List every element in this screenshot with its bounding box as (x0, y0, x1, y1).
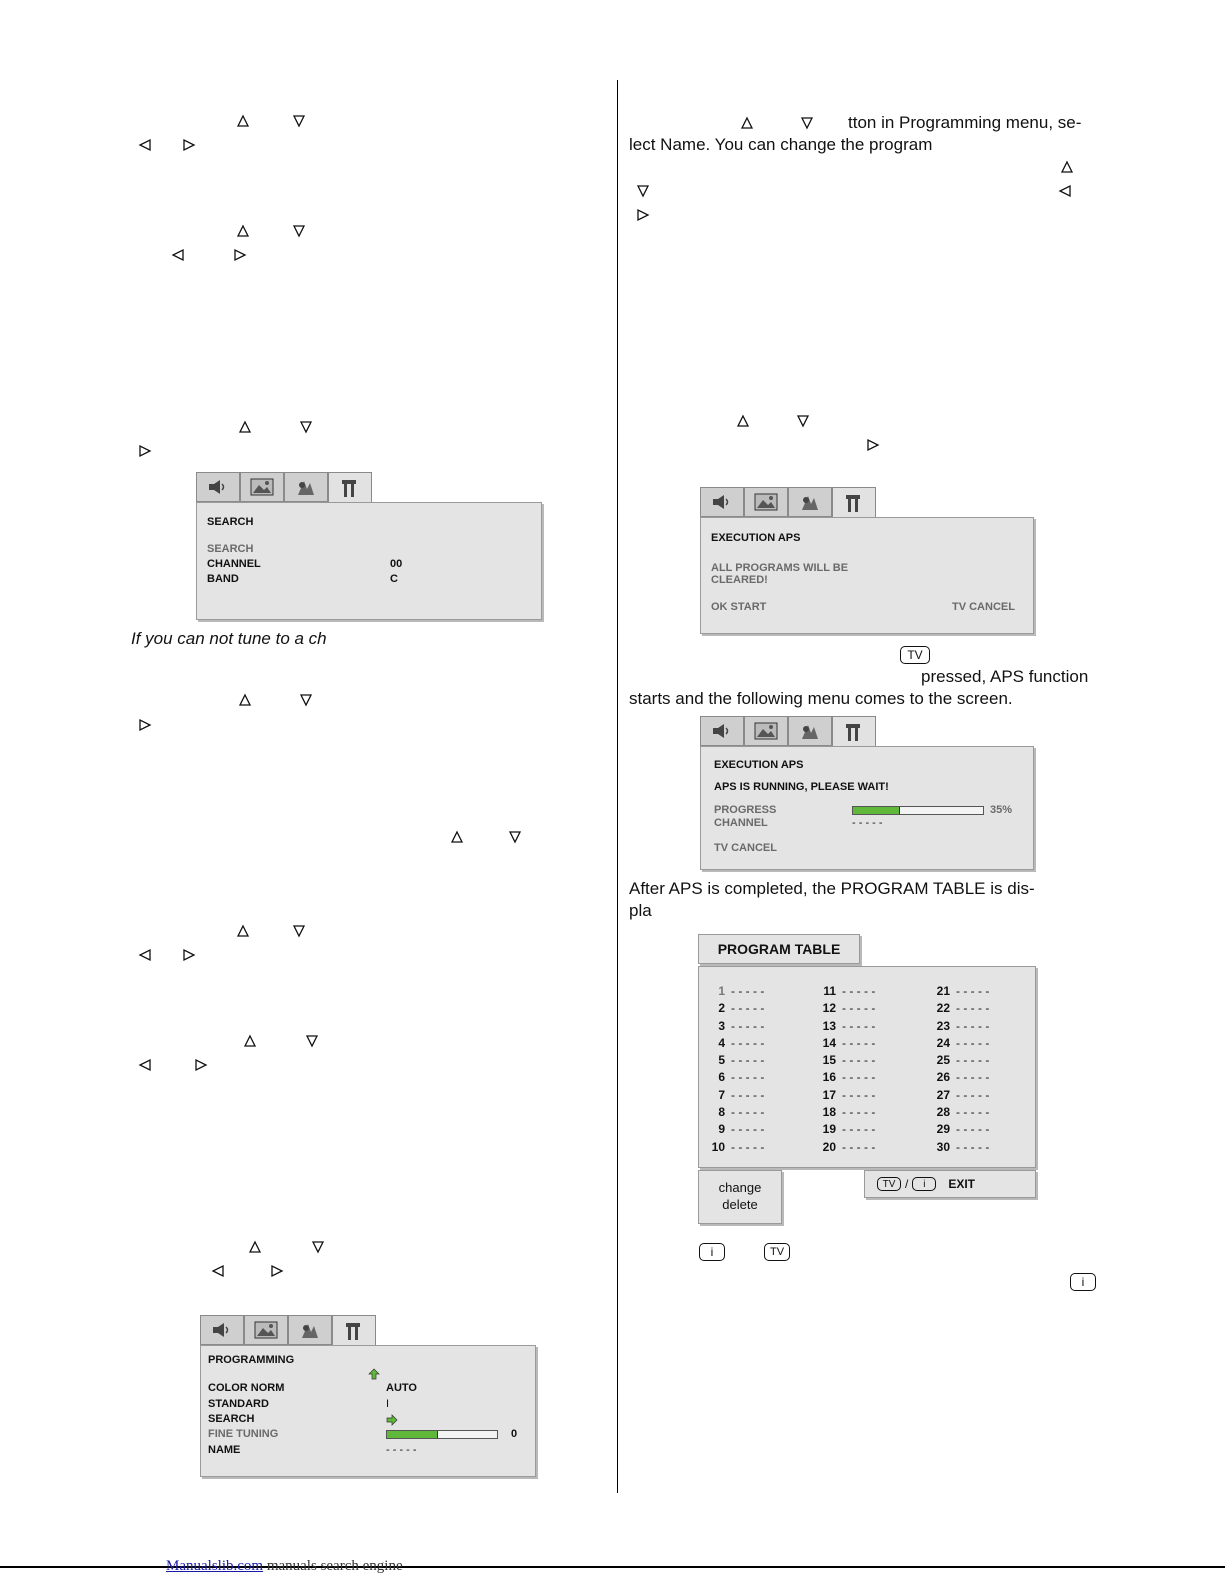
program-entry[interactable] (703, 1018, 764, 1035)
exit-button[interactable]: EXIT (948, 1177, 976, 1191)
program-name-placeholder: - - - - - (731, 1018, 765, 1033)
aps-confirm-panel (700, 517, 1034, 634)
search-row-label[interactable]: SEARCH (207, 543, 254, 555)
arrow-up-icon (236, 924, 250, 938)
program-entry[interactable] (814, 1139, 875, 1156)
program-entry[interactable] (814, 1035, 875, 1052)
program-entry[interactable] (928, 1000, 989, 1017)
arrow-down-icon (508, 830, 522, 844)
install-tab-icon[interactable] (832, 487, 876, 518)
aps-confirm-message-line1: ALL PROGRAMS WILL BE (711, 562, 849, 574)
fine-tuning-fill (387, 1431, 438, 1438)
program-entry[interactable] (814, 1121, 875, 1138)
sound-tab-icon[interactable] (700, 487, 744, 517)
program-number: 4 (718, 1035, 725, 1050)
program-entry[interactable] (703, 1121, 764, 1138)
program-number: 27 (936, 1087, 950, 1102)
ok-start-button[interactable]: OK START (711, 601, 767, 613)
search-menu-title: SEARCH (207, 516, 254, 528)
arrow-down-icon (292, 114, 306, 128)
standard-value: I (386, 1398, 390, 1410)
program-name-placeholder: - - - - - (956, 1139, 990, 1154)
program-number: 21 (936, 984, 950, 998)
program-name-placeholder: - - - - - (956, 1001, 990, 1016)
arrow-up-icon (236, 224, 250, 238)
program-name-placeholder: - - - - - (842, 1053, 876, 1068)
program-table-panel (698, 966, 1036, 1168)
program-number: 16 (822, 1070, 836, 1085)
para3-line1: After APS is completed, the PROGRAM TABLE is dis- (629, 879, 1035, 898)
program-number: 13 (822, 1018, 836, 1033)
tv-cancel-button[interactable]: TV CANCEL (952, 601, 1015, 613)
program-name-placeholder: - - - - - (731, 1070, 765, 1085)
arrow-up-icon (450, 830, 464, 844)
picture-tab-icon[interactable] (244, 1315, 288, 1345)
aps-confirm-message-line2: CLEARED! (711, 574, 768, 586)
arrow-up-icon (1060, 160, 1074, 174)
arrow-right-icon (270, 1264, 284, 1278)
program-entry[interactable] (814, 983, 875, 1000)
program-name-placeholder: - - - - - (731, 1139, 765, 1154)
program-name-placeholder: - - - - - (731, 984, 765, 998)
program-entry[interactable] (703, 1104, 764, 1121)
picture-tab-icon[interactable] (240, 472, 284, 502)
program-number: 3 (718, 1018, 725, 1033)
aps-confirm-title: EXECUTION APS (711, 532, 801, 544)
para1-line2: lect Name. You can change the program (629, 135, 933, 154)
program-entry[interactable] (703, 1069, 764, 1086)
program-name-placeholder: - - - - - (731, 1105, 765, 1120)
program-number: 5 (718, 1053, 725, 1068)
arrow-down-icon (800, 116, 814, 130)
program-number: 2 (718, 1001, 725, 1016)
program-number: 12 (822, 1001, 836, 1016)
feature-tab-icon[interactable] (788, 716, 832, 746)
program-table-column-3 (928, 983, 989, 1156)
change-option[interactable]: change (718, 1180, 762, 1195)
aps-progress-fill (853, 807, 900, 814)
channel-value: - - - - - (852, 817, 883, 829)
program-number: 10 (711, 1139, 725, 1154)
program-name-placeholder: - - - - - (956, 1070, 990, 1085)
arrow-right-icon (138, 444, 152, 458)
program-entry[interactable] (814, 1000, 875, 1017)
channel-row-value: 00 (390, 558, 403, 570)
program-number: 14 (822, 1035, 836, 1050)
program-entry[interactable] (814, 1052, 875, 1069)
tv-button-icon: TV (877, 1177, 901, 1191)
program-entry[interactable] (814, 1087, 875, 1104)
channel-row-label[interactable]: CHANNEL (207, 558, 261, 570)
program-name-placeholder: - - - - - (842, 984, 876, 998)
program-name-placeholder: - - - - - (956, 1035, 990, 1050)
name-value: - - - - - (386, 1444, 417, 1456)
arrow-right-icon (182, 138, 196, 152)
program-name-placeholder: - - - - - (842, 1122, 876, 1137)
arrow-left-icon (138, 1058, 152, 1072)
fine-tuning-value: 0 (511, 1428, 518, 1440)
arrow-up-icon (236, 114, 250, 128)
feature-tab-icon[interactable] (288, 1315, 332, 1345)
program-table-title: PROGRAM TABLE (698, 934, 860, 964)
sound-tab-icon[interactable] (200, 1315, 244, 1345)
program-name-placeholder: - - - - - (842, 1018, 876, 1033)
program-name-placeholder: - - - - - (956, 984, 990, 998)
arrow-down-icon (299, 693, 313, 707)
arrow-down-icon (311, 1240, 325, 1254)
arrow-down-icon (299, 420, 313, 434)
aps-running-title: EXECUTION APS (714, 759, 804, 771)
install-tab-icon[interactable] (832, 716, 876, 747)
progress-label: PROGRESS (714, 804, 777, 816)
program-number: 26 (936, 1070, 950, 1085)
arrow-up-icon (740, 116, 754, 130)
program-name-placeholder: - - - - - (731, 1053, 765, 1068)
italic-note: If you can not tune to a ch (131, 629, 327, 648)
para2-line2: starts and the following menu comes to the screen. (629, 689, 1013, 708)
info-button-icon: i (699, 1243, 725, 1261)
sound-tab-icon[interactable] (196, 472, 240, 502)
program-table-column-1 (703, 983, 764, 1156)
program-entry[interactable] (703, 1139, 764, 1156)
program-number: 19 (822, 1122, 836, 1137)
program-name-placeholder: - - - - - (731, 1035, 765, 1050)
program-name-placeholder: - - - - - (842, 1035, 876, 1050)
program-name-placeholder: - - - - - (956, 1053, 990, 1068)
program-entry[interactable] (703, 1052, 764, 1069)
band-row-value: C (390, 573, 398, 585)
program-number: 8 (718, 1105, 725, 1120)
picture-tab-icon[interactable] (744, 487, 788, 517)
program-name-placeholder: - - - - - (956, 1122, 990, 1137)
arrow-left-icon (138, 138, 152, 152)
program-entry[interactable] (928, 1069, 989, 1086)
program-name-placeholder: - - - - - (731, 1087, 765, 1102)
program-number: 1 (718, 984, 725, 998)
aps-running-tabs (700, 716, 876, 747)
arrow-left-icon (171, 248, 185, 262)
program-name-placeholder: - - - - - (842, 1105, 876, 1120)
program-entry[interactable] (703, 983, 764, 1000)
programming-menu-title: PROGRAMMING (208, 1354, 295, 1366)
program-number: 6 (718, 1070, 725, 1085)
arrow-down-icon (292, 924, 306, 938)
search-menu-panel (196, 502, 542, 620)
tv-button-icon: TV (764, 1243, 790, 1261)
para2-line1: pressed, APS function (921, 667, 1089, 686)
program-table-edit-options (698, 1170, 782, 1224)
feature-tab-icon[interactable] (284, 472, 328, 502)
program-number: 17 (822, 1087, 836, 1102)
program-entry[interactable] (928, 1139, 989, 1156)
arrow-left-icon (211, 1264, 225, 1278)
program-table-exit-bar: TV / i EXIT (864, 1170, 1036, 1198)
tv-cancel-button[interactable]: TV CANCEL (714, 842, 777, 854)
install-tab-icon[interactable] (328, 472, 372, 503)
program-number: 9 (718, 1122, 725, 1137)
program-name-placeholder: - - - - - (842, 1087, 876, 1102)
program-number: 24 (936, 1035, 950, 1050)
up-arrow-green-icon (368, 1368, 380, 1383)
standard-label[interactable]: STANDARD (208, 1398, 269, 1410)
aps-running-status: APS IS RUNNING, PLEASE WAIT! (714, 781, 889, 793)
install-tab-icon[interactable] (332, 1315, 376, 1346)
arrow-up-icon (238, 420, 252, 434)
color-norm-label[interactable]: COLOR NORM (208, 1382, 285, 1394)
arrow-right-icon (182, 948, 196, 962)
program-entry[interactable] (928, 1121, 989, 1138)
program-entry[interactable] (814, 1018, 875, 1035)
program-number: 23 (936, 1018, 950, 1033)
program-name-placeholder: - - - - - (956, 1105, 990, 1120)
arrow-down-icon (796, 414, 810, 428)
program-number: 28 (936, 1105, 950, 1120)
arrow-right-icon (636, 208, 650, 222)
program-number: 18 (822, 1105, 836, 1120)
arrow-up-icon (238, 693, 252, 707)
arrow-up-icon (736, 414, 750, 428)
program-number: 25 (936, 1053, 950, 1068)
program-number: 15 (822, 1053, 836, 1068)
program-entry[interactable] (703, 1000, 764, 1017)
footer-tagline: manuals search engine (266, 1558, 403, 1574)
arrow-down-icon (305, 1034, 319, 1048)
program-entry[interactable] (814, 1069, 875, 1086)
program-number: 7 (718, 1087, 725, 1102)
program-table-column-2 (814, 983, 875, 1156)
aps-progress-bar (852, 806, 984, 815)
arrow-up-icon (248, 1240, 262, 1254)
arrow-left-icon (1058, 184, 1072, 198)
program-name-placeholder: - - - - - (842, 1139, 876, 1154)
programming-menu-tabs (200, 1315, 376, 1346)
manualslib-link[interactable]: Manualslib.com (166, 1558, 264, 1574)
channel-label: CHANNEL (714, 817, 768, 829)
arrow-right-icon (138, 718, 152, 732)
program-number: 30 (936, 1139, 950, 1154)
tv-button-icon: TV (900, 646, 930, 664)
aps-running-panel (700, 746, 1034, 870)
feature-tab-icon[interactable] (788, 487, 832, 517)
program-number: 22 (936, 1001, 950, 1016)
program-name-placeholder: - - - - - (842, 1001, 876, 1016)
search-menu-tabs (196, 472, 372, 503)
program-name-placeholder: - - - - - (731, 1122, 765, 1137)
program-name-placeholder: - - - - - (842, 1070, 876, 1085)
program-number: 11 (823, 984, 836, 998)
name-label[interactable]: NAME (208, 1444, 241, 1456)
program-entry[interactable] (928, 1035, 989, 1052)
programming-menu-panel (200, 1345, 536, 1477)
arrow-right-icon (866, 438, 880, 452)
arrow-down-icon (636, 184, 650, 198)
program-entry[interactable] (928, 1018, 989, 1035)
program-name-placeholder: - - - - - (731, 1001, 765, 1016)
footer (166, 1558, 403, 1575)
program-entry[interactable] (928, 1087, 989, 1104)
program-entry[interactable] (814, 1104, 875, 1121)
sound-tab-icon[interactable] (700, 716, 744, 746)
right-arrow-green-icon (386, 1414, 398, 1429)
program-name-placeholder: - - - - - (956, 1018, 990, 1033)
fine-tuning-bar[interactable] (386, 1430, 498, 1439)
program-entry[interactable] (703, 1087, 764, 1104)
para1-line1: tton in Programming menu, se- (848, 113, 1082, 132)
aps-confirm-tabs (700, 487, 876, 518)
arrow-left-icon (138, 948, 152, 962)
program-number: 20 (822, 1139, 836, 1154)
fine-tuning-label[interactable]: FINE TUNING (208, 1428, 279, 1440)
arrow-down-icon (292, 224, 306, 238)
delete-option[interactable]: delete (722, 1197, 758, 1212)
para3-line2: pla (629, 901, 652, 920)
arrow-right-icon (194, 1058, 208, 1072)
picture-tab-icon[interactable] (744, 716, 788, 746)
column-divider (617, 80, 618, 1493)
info-button-icon: i (1070, 1273, 1096, 1291)
info-button-icon: i (912, 1177, 936, 1191)
search-label[interactable]: SEARCH (208, 1413, 255, 1425)
program-entry[interactable] (703, 1035, 764, 1052)
program-entry[interactable] (928, 1052, 989, 1069)
color-norm-value: AUTO (386, 1382, 417, 1394)
band-row-label[interactable]: BAND (207, 573, 239, 585)
program-entry[interactable] (928, 1104, 989, 1121)
arrow-right-icon (233, 248, 247, 262)
progress-value: 35% (990, 804, 1013, 816)
program-entry[interactable] (928, 983, 989, 1000)
arrow-up-icon (243, 1034, 257, 1048)
program-name-placeholder: - - - - - (956, 1087, 990, 1102)
program-number: 29 (936, 1122, 950, 1137)
